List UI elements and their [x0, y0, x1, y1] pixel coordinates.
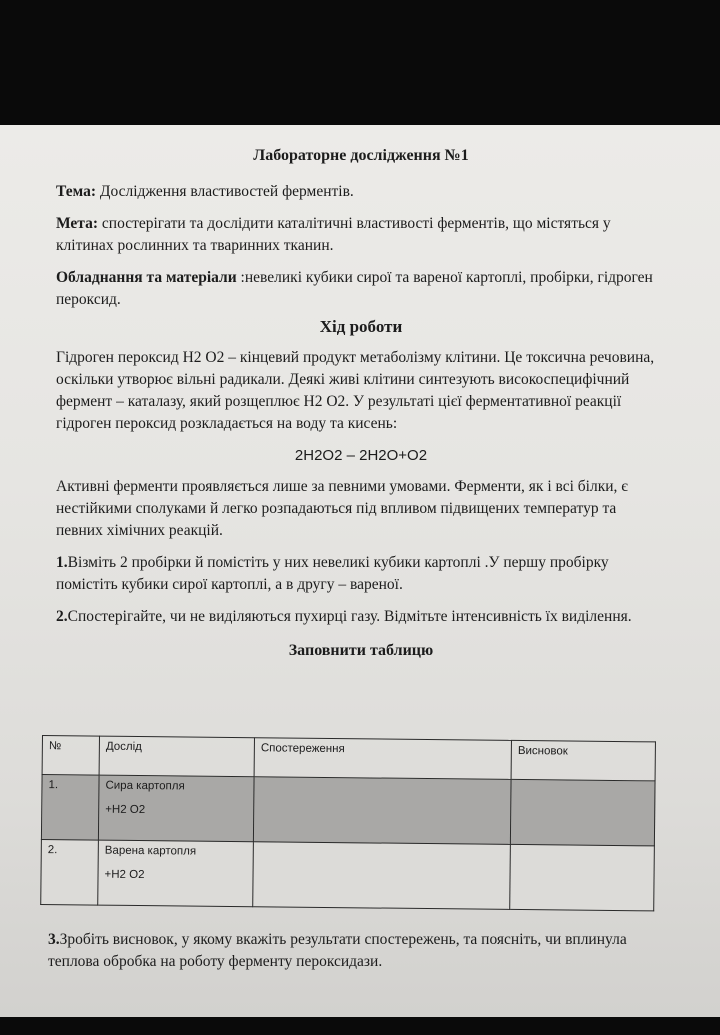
header-number: № — [42, 736, 99, 776]
step-2-number: 2. — [56, 608, 68, 625]
step-1-number: 1. — [56, 554, 68, 571]
header-experiment: Дослід — [99, 736, 254, 777]
table-title: Заповнити таблицю — [288, 642, 434, 659]
reaction-equation: 2H2O2 – 2H2O+O2 — [294, 447, 428, 464]
observation-cell[interactable] — [253, 777, 511, 845]
enzymes-paragraph: Активні ферменти проявляється лише за певними умовами. Ферменти, як і всі білки, є нестійкими сполуками й легко розпадаються під впливом підвищених температур та певних хімічних реакцій. — [56, 478, 628, 539]
equipment-paragraph — [56, 267, 666, 311]
experiment-line-2: +H2 O2 — [105, 803, 146, 817]
observation-cell[interactable] — [253, 842, 511, 910]
row-experiment — [98, 775, 254, 842]
intro-paragraph: Гідроген пероксид H2 O2 – кінцевий продукт метаболізму клітини. Це токсична речовина, оскільки утворює вільні радикали. Деякі живі клітини синтезують високоспецифічний фермент – каталазу, який розщеплює H2 O2. У результаті цієї ферментативної реакції гідроген пероксид розкладається на воду та кисень: — [56, 349, 655, 432]
experiment-line-1: Варена картопля — [104, 844, 197, 858]
procedure-heading: Хід роботи — [319, 317, 403, 336]
worksheet-paper — [0, 125, 720, 1017]
goal-label: Мета: — [56, 215, 99, 232]
top-dark-area — [0, 0, 720, 125]
step-1 — [56, 552, 666, 596]
table-row — [41, 839, 655, 910]
conclusion-cell[interactable] — [510, 779, 655, 846]
table-header-row — [42, 736, 655, 781]
bottom-dark-area — [0, 1017, 720, 1035]
goal-paragraph — [56, 213, 666, 257]
equipment-label: Обладнання та матеріали — [56, 269, 237, 286]
goal-text: спостерігати та дослідити каталітичні властивості ферментів, що містяться у клітинах рослинних та тваринних тканин. — [56, 215, 611, 254]
step-1-text: Візміть 2 пробірки й помістіть у них невеликі кубики картоплі .У першу пробірку помістіть кубики сирої картоплі, а в другу – вареної. — [56, 554, 609, 593]
step-3-block — [48, 929, 668, 973]
worksheet-content — [56, 147, 666, 668]
row-number: 1. — [41, 775, 99, 841]
topic-label: Тема: — [56, 183, 96, 200]
header-observation: Спостереження — [254, 738, 511, 780]
experiment-line-2: +H2 O2 — [104, 868, 145, 882]
step-2 — [56, 606, 666, 628]
step-3-text: Зробіть висновок, у якому вкажіть результати спостережень, та поясніть, чи вплинула теплова обробка на роботу ферменту пероксидази. — [48, 931, 627, 970]
row-number: 2. — [41, 839, 99, 905]
table-row — [41, 775, 655, 846]
equipment-text: :невеликі кубики сирої та вареної картоплі, пробірки, гідроген пероксид. — [56, 269, 653, 308]
step-3 — [48, 929, 668, 973]
observation-table — [40, 735, 656, 911]
experiment-line-1: Сира картопля — [105, 779, 185, 793]
topic-text: Дослідження властивостей ферментів. — [96, 183, 354, 200]
header-conclusion: Висновок — [511, 740, 655, 781]
row-experiment — [98, 840, 254, 907]
step-3-number: 3. — [48, 931, 60, 948]
topic-line — [56, 181, 666, 203]
document-title: Лабораторне дослідження №1 — [253, 147, 469, 164]
step-2-text: Спостерігайте, чи не виділяються пухирці газу. Відмітьте інтенсивність їх виділення. — [67, 608, 632, 625]
conclusion-cell[interactable] — [510, 844, 655, 911]
